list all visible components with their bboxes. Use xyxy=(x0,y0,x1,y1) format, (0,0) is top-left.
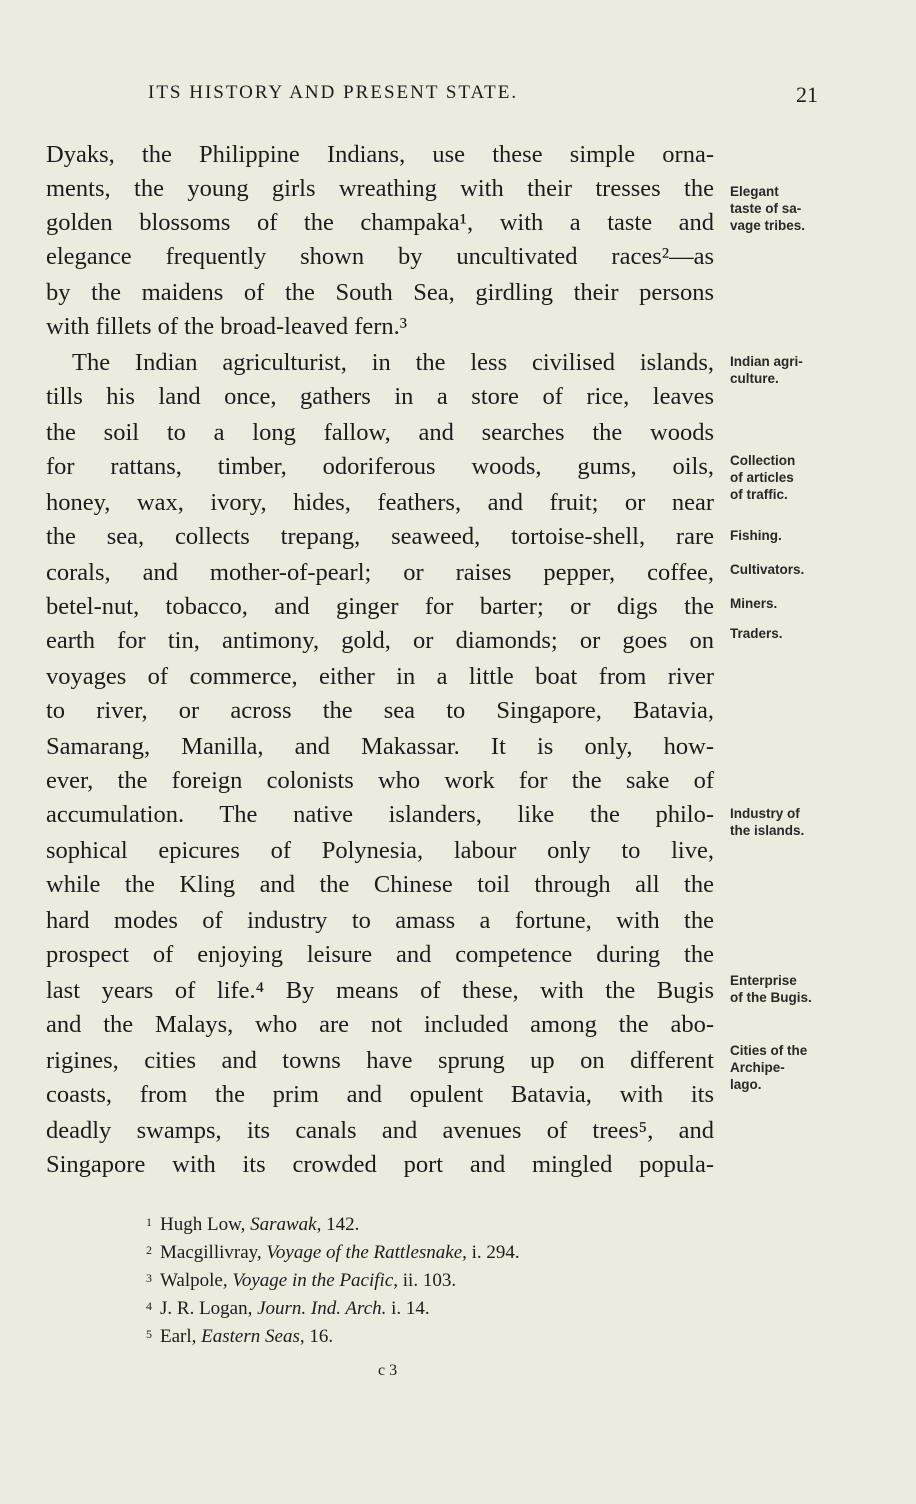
footnote: $^4$ J. R. Logan, Journ. Ind. Arch. i. 14. xyxy=(146,1298,430,1319)
body-line: ments, the young girls wreathing with their tresses the xyxy=(46,175,714,202)
body-line: with fillets of the broad-leaved fern.³ xyxy=(46,313,408,340)
body-line: Dyaks, the Philippine Indians, use these simple orna- xyxy=(46,141,714,168)
body-line: and the Malays, who are not included among the abo- xyxy=(46,1011,714,1038)
body-line: for rattans, timber, odoriferous woods, gums, oils, xyxy=(46,453,714,480)
body-line: sophical epicures of Polynesia, labour only to live, xyxy=(46,837,714,864)
margin-note: Collection of articles of traffic. xyxy=(730,453,796,502)
margin-note: Elegant taste of sa- vage tribes. xyxy=(730,184,806,233)
footnote: $^2$ Macgillivray, Voyage of the Rattlesnake, i. 294. xyxy=(146,1242,520,1263)
margin-note: Fishing. xyxy=(730,528,782,543)
margin-note: Traders. xyxy=(730,626,783,641)
body-line: deadly swamps, its canals and avenues of trees⁵, and xyxy=(46,1117,714,1144)
footnote: $^1$ Hugh Low, Sarawak, 142. xyxy=(146,1214,360,1235)
body-line: the soil to a long fallow, and searches the woods xyxy=(46,419,714,446)
body-line: accumulation. The native islanders, like the philo- xyxy=(46,801,714,828)
body-line: while the Kling and the Chinese toil through all the xyxy=(46,871,714,898)
body-line: tills his land once, gathers in a store of rice, leaves xyxy=(46,383,714,410)
margin-note: Miners. xyxy=(730,596,778,611)
footnote: $^5$ Earl, Eastern Seas, 16. xyxy=(146,1326,334,1347)
body-line: to river, or across the sea to Singapore, Batavia, xyxy=(46,697,714,724)
body-line: by the maidens of the South Sea, girdling their persons xyxy=(46,279,714,306)
running-head: ITS HISTORY AND PRESENT STATE. xyxy=(148,82,519,103)
body-line: ever, the foreign colonists who work for the sake of xyxy=(46,767,714,794)
body-line: Samarang, Manilla, and Makassar. It is only, how- xyxy=(46,733,714,760)
body-line: hard modes of industry to amass a fortune, with the xyxy=(46,907,714,934)
margin-note: Cultivators. xyxy=(730,562,805,577)
page-number: 21 xyxy=(796,82,818,107)
body-line: The Indian agriculturist, in the less civilised islands, xyxy=(72,349,714,376)
margin-note: Cities of the Archipe- lago. xyxy=(730,1043,808,1092)
body-line: the sea, collects trepang, seaweed, tortoise-shell, rare xyxy=(46,523,714,550)
margin-note: Enterprise of the Bugis. xyxy=(730,973,812,1005)
body-line: betel-nut, tobacco, and ginger for barter; or digs the xyxy=(46,593,714,620)
body-line: elegance frequently shown by uncultivated races²—as xyxy=(46,243,714,270)
signature-mark: c 3 xyxy=(378,1362,398,1379)
body-line: coasts, from the prim and opulent Batavia, with its xyxy=(46,1081,714,1108)
body-line: prospect of enjoying leisure and competence during the xyxy=(46,941,714,968)
body-line: golden blossoms of the champaka¹, with a taste and xyxy=(46,209,714,236)
body-line: Singapore with its crowded port and mingled popula- xyxy=(46,1151,714,1178)
body-line: honey, wax, ivory, hides, feathers, and fruit; or near xyxy=(46,489,714,516)
body-line: last years of life.⁴ By means of these, with the Bugis xyxy=(46,977,714,1004)
margin-note: Industry of the islands. xyxy=(730,806,805,838)
margin-note: Indian agri- culture. xyxy=(730,354,803,386)
footnote: $^3$ Walpole, Voyage in the Pacific, ii. 103. xyxy=(146,1270,457,1291)
footnotes xyxy=(146,1208,520,1348)
body-line: corals, and mother-of-pearl; or raises pepper, coffee, xyxy=(46,559,714,586)
body-line: voyages of commerce, either in a little boat from river xyxy=(46,663,714,690)
body-line: rigines, cities and towns have sprung up on different xyxy=(46,1047,714,1074)
body-line: earth for tin, antimony, gold, or diamonds; or goes on xyxy=(46,627,714,654)
